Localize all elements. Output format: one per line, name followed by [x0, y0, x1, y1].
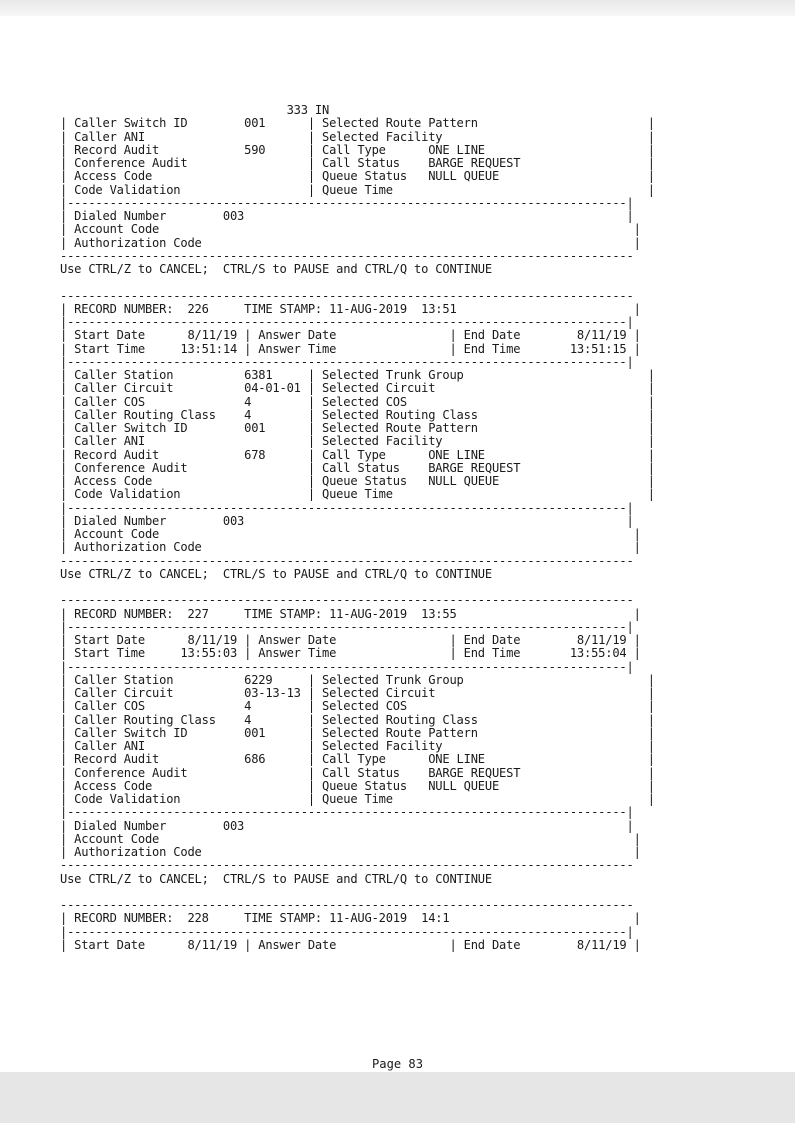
log-line: Use CTRL/Z to CANCEL; CTRL/S to PAUSE and CTRL/Q to CONTINUE	[60, 871, 492, 886]
log-line: | Caller ANI | Selected Facility |	[60, 129, 655, 144]
log-line: | Caller Station 6229 | Selected Trunk Group |	[60, 672, 655, 687]
log-line: |-------------------------------------------------------------------------------|	[60, 500, 634, 515]
log-line: | Conference Audit | Call Status BARGE REQUEST |	[60, 460, 655, 475]
page-number: Page 83	[372, 1057, 423, 1071]
log-line: | Caller COS 4 | Selected COS |	[60, 699, 655, 714]
log-line: | Caller Routing Class 4 | Selected Routing Class |	[60, 712, 655, 727]
log-line	[60, 581, 655, 594]
log-line: | Record Audit 590 | Call Type ONE LINE |	[60, 142, 655, 157]
log-line: | Caller Switch ID 001 | Selected Route Pattern |	[60, 116, 655, 131]
log-line: | Dialed Number 003 |	[60, 818, 634, 833]
log-line: | Account Code |	[60, 831, 641, 846]
log-line: ---------------------------------------------------------------------------------	[60, 593, 634, 608]
log-line: | Account Code |	[60, 222, 641, 237]
log-line: | RECORD NUMBER: 226 TIME STAMP: 11-AUG-2019 13:51 |	[60, 301, 641, 316]
log-line: ---------------------------------------------------------------------------------	[60, 288, 634, 303]
log-line: |-------------------------------------------------------------------------------|	[60, 924, 634, 939]
log-line: | Start Time 13:55:03 | Answer Time | End Time 13:55:04 |	[60, 646, 641, 661]
log-line: | RECORD NUMBER: 227 TIME STAMP: 11-AUG-2019 13:55 |	[60, 606, 641, 621]
log-line: ---------------------------------------------------------------------------------	[60, 898, 634, 912]
scan-top-edge	[0, 0, 795, 16]
log-line: | Caller Switch ID 001 | Selected Route Pattern |	[60, 421, 655, 435]
log-line: | Code Validation | Queue Time |	[60, 487, 655, 502]
log-line: | Account Code |	[60, 527, 641, 541]
log-line: | Caller Circuit 03-13-13 | Selected Circuit |	[60, 686, 655, 700]
log-line: | Start Date 8/11/19 | Answer Date | End Date 8/11/19 |	[60, 633, 641, 647]
log-line: Use CTRL/Z to CANCEL; CTRL/S to PAUSE and CTRL/Q to CONTINUE	[60, 566, 492, 581]
log-line: | Caller Circuit 04-01-01 | Selected Circuit |	[60, 381, 655, 396]
log-line: | Start Date 8/11/19 | Answer Date | End Date 8/11/19 |	[60, 328, 641, 343]
log-line: | RECORD NUMBER: 228 TIME STAMP: 11-AUG-2019 14:1 |	[60, 911, 641, 926]
log-line	[60, 886, 655, 899]
log-line: ---------------------------------------------------------------------------------	[60, 858, 634, 873]
log-line: | Code Validation | Queue Time |	[60, 182, 655, 197]
log-line: |-------------------------------------------------------------------------------|	[60, 659, 634, 674]
log-line: | Authorization Code |	[60, 540, 641, 555]
log-line: |-------------------------------------------------------------------------------|	[60, 195, 634, 210]
terminal-log-listing	[60, 104, 655, 952]
log-line: | Code Validation | Queue Time |	[60, 792, 655, 806]
log-line: | Conference Audit | Call Status BARGE REQUEST |	[60, 156, 655, 170]
log-line: | Conference Audit | Call Status BARGE REQUEST |	[60, 765, 655, 780]
log-line: |-------------------------------------------------------------------------------|	[60, 805, 634, 820]
log-line: | Access Code | Queue Status NULL QUEUE |	[60, 169, 655, 184]
log-line: | Access Code | Queue Status NULL QUEUE |	[60, 474, 655, 488]
log-line: 333 IN	[60, 103, 330, 117]
log-line: | Dialed Number 003 |	[60, 209, 634, 223]
log-line: | Caller Switch ID 001 | Selected Route Pattern |	[60, 725, 655, 740]
log-line: | Start Time 13:51:14 | Answer Time | End Time 13:51:15 |	[60, 341, 641, 356]
log-line: | Caller ANI | Selected Facility |	[60, 739, 655, 753]
log-line: | Record Audit 686 | Call Type ONE LINE |	[60, 752, 655, 767]
log-line: | Authorization Code |	[60, 845, 641, 859]
log-line: | Caller Station 6381 | Selected Trunk Group |	[60, 368, 655, 382]
log-line: | Record Audit 678 | Call Type ONE LINE |	[60, 447, 655, 462]
log-line: | Start Date 8/11/19 | Answer Date | End Date 8/11/19 |	[60, 937, 641, 952]
log-line: | Caller ANI | Selected Facility |	[60, 434, 655, 449]
log-line: | Dialed Number 003 |	[60, 513, 634, 528]
log-line: ---------------------------------------------------------------------------------	[60, 248, 634, 263]
log-line: |-------------------------------------------------------------------------------|	[60, 315, 634, 329]
log-line: ---------------------------------------------------------------------------------	[60, 553, 634, 568]
log-line	[60, 276, 655, 289]
log-line: Use CTRL/Z to CANCEL; CTRL/S to PAUSE and CTRL/Q to CONTINUE	[60, 262, 492, 276]
log-line: | Access Code | Queue Status NULL QUEUE |	[60, 778, 655, 793]
log-line: | Authorization Code |	[60, 235, 641, 250]
log-line: |-------------------------------------------------------------------------------|	[60, 354, 634, 369]
log-line: | Caller Routing Class 4 | Selected Routing Class |	[60, 407, 655, 422]
log-line: |-------------------------------------------------------------------------------|	[60, 619, 634, 634]
log-line: | Caller COS 4 | Selected COS |	[60, 394, 655, 409]
scan-bottom-edge	[0, 1072, 795, 1123]
